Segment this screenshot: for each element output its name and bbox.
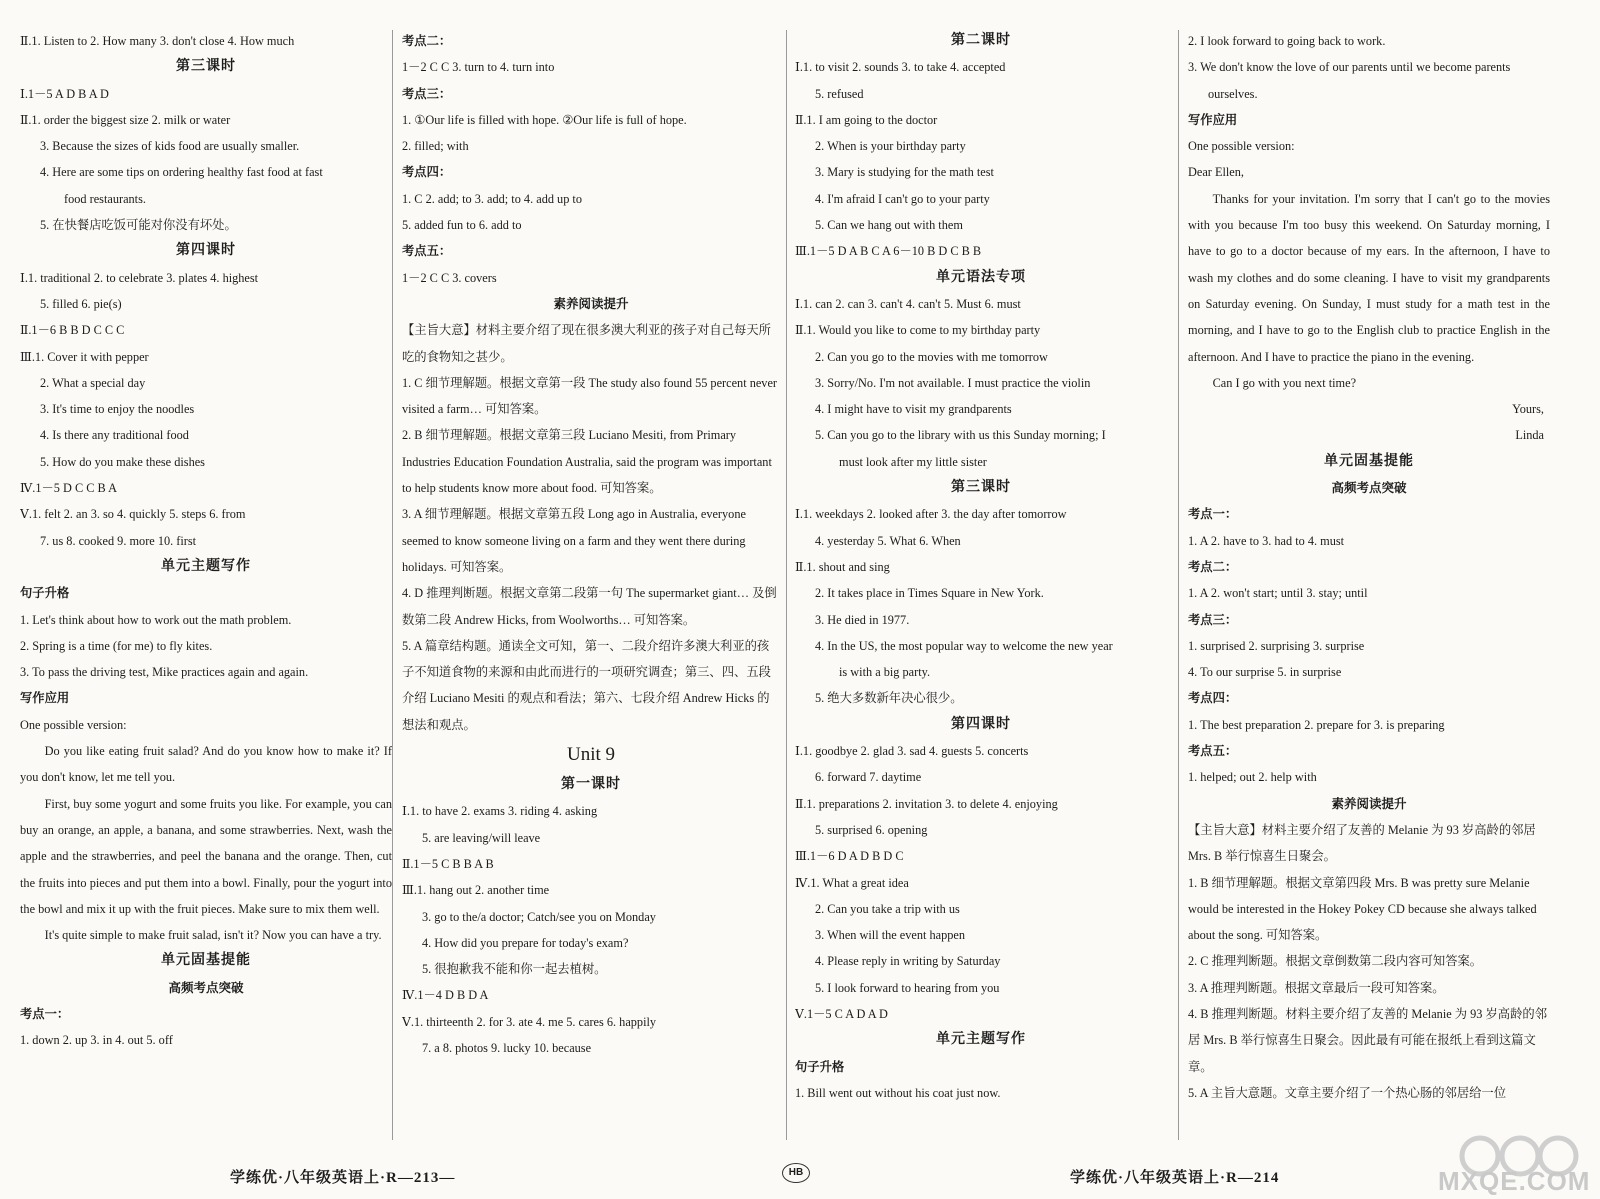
answer-line: 7. us 8. cooked 9. more 10. first: [40, 533, 197, 548]
answer-line: Ⅱ.1. I am going to the doctor: [795, 112, 938, 127]
answer-line: Ⅰ.1－5 A D B A D: [20, 86, 109, 101]
footer-page-left: 学练优·八年级英语上·R—213—: [230, 1170, 456, 1186]
point-label: 考点五：: [1188, 744, 1238, 759]
answer-line: 4. How did you prepare for today's exam?: [422, 935, 629, 950]
answer-explanation: 4. B 推理判断题。材料主要介绍了友善的 Melanie 为 93 岁高龄的邻居 Mrs. B 举行惊喜生日聚会。因此最有可能在报纸上看到这篇文章。: [1188, 1006, 1547, 1074]
answer-explanation: 5. A 篇章结构题。通读全文可知，第一、二段介绍许多澳大利亚的孩子不知道食物的来源和由此而进行的一项研究调查；第三、四、五段介绍 Luciano Mesiti 的观点和看法；第六、七段介绍 Andrew Hicks 的想法和观点。: [402, 638, 771, 732]
answer-line: 4. Here are some tips on ordering healthy fast food at fast: [40, 165, 323, 180]
answer-line: 2. I look forward to going back to work.: [1188, 34, 1386, 48]
answer-line: Dear Ellen,: [1188, 165, 1244, 180]
point-label: 考点二：: [1188, 559, 1238, 574]
section-heading: 单元固基提能: [1324, 453, 1414, 469]
answer-line: 1－2 C C 3. covers: [402, 270, 497, 285]
answer-explanation: 2. C 推理判断题。根据文章倒数第二段内容可知答案。: [1188, 954, 1483, 969]
answer-line: 4. Please reply in writing by Saturday: [815, 954, 1001, 969]
unit-title: Unit 9: [566, 744, 616, 766]
answer-line: 1. down 2. up 3. in 4. out 5. off: [20, 1033, 173, 1048]
answer-line: One possible version:: [20, 717, 127, 732]
section-heading: 单元固基提能: [161, 953, 251, 969]
section-heading: 第一课时: [561, 777, 621, 793]
point-label: 句子升格: [20, 586, 70, 601]
answer-line: Ⅳ.1－5 D C C B A: [20, 481, 118, 496]
subsection-heading: 素养阅读提升: [553, 296, 629, 311]
answer-line: Ⅴ.1－5 C A D A D: [795, 1006, 888, 1021]
point-label: 考点四：: [402, 165, 452, 180]
answer-line: Ⅰ.1. can 2. can 3. can't 4. can't 5. Must 6. must: [795, 296, 1021, 311]
answer-line: 3. It's time to enjoy the noodles: [40, 402, 195, 417]
section-heading: 第二课时: [951, 33, 1011, 48]
answer-line: 3. Sorry/No. I'm not available. I must practice the violin: [815, 375, 1091, 390]
answer-line: 5. How do you make these dishes: [40, 454, 205, 469]
answer-explanation: 【主旨大意】材料主要介绍了现在很多澳大利亚的孩子对自己每天所吃的食物知之甚少。: [402, 323, 771, 364]
answer-explanation: 1. C 细节理解题。根据文章第一段 The study also found 55 percent never visited a farm… 可知答案。: [402, 375, 778, 417]
answer-line: Ⅰ.1. traditional 2. to celebrate 3. plates 4. highest: [20, 270, 259, 285]
answer-line: 1. The best preparation 2. prepare for 3. is preparing: [1188, 717, 1445, 732]
point-label: 写作应用: [20, 691, 70, 706]
answer-line: 1. A 2. have to 3. had to 4. must: [1188, 533, 1345, 548]
section-heading: 第四课时: [951, 716, 1011, 732]
publisher-logo: HB: [782, 1163, 810, 1183]
answer-line: 2. Spring is a time (for me) to fly kites.: [20, 638, 213, 653]
answer-line: Ⅱ.1. shout and sing: [795, 559, 890, 574]
answer-line: 4. I might have to visit my grandparents: [815, 402, 1012, 417]
answer-line: 1. Let's think about how to work out the math problem.: [20, 612, 292, 627]
answer-line: Ⅰ.1. weekdays 2. looked after 3. the day after tomorrow: [795, 507, 1067, 522]
answer-line: 3. Mary is studying for the math test: [815, 165, 994, 180]
answer-explanation: 3. A 推理判断题。根据文章最后一段可知答案。: [1188, 980, 1445, 995]
answer-line: 1. C 2. add; to 3. add; to 4. add up to: [402, 191, 582, 206]
point-label: 考点四：: [1188, 691, 1238, 706]
answer-line: Ⅱ.1－6 B B D C C C: [20, 323, 125, 338]
section-heading: 单元主题写作: [936, 1032, 1026, 1048]
answer-line: 3. Because the sizes of kids food are usually smaller.: [40, 139, 300, 154]
section-heading: 第三课时: [176, 59, 236, 75]
essay-paragraph: It's quite simple to make fruit salad, isn't it? Now you can have a try.: [44, 928, 382, 943]
letter-signature: Linda: [1515, 428, 1544, 443]
answer-line: must look after my little sister: [839, 454, 987, 469]
answer-line: Ⅰ.1. to visit 2. sounds 3. to take 4. accepted: [795, 60, 1006, 75]
answer-line: 6. forward 7. daytime: [815, 770, 922, 785]
answer-line: 1. surprised 2. surprising 3. surprise: [1188, 638, 1365, 653]
answer-line: 3. He died in 1977.: [815, 612, 910, 627]
essay-paragraph: First, buy some yogurt and some fruits you like. For example, you can buy an orange, an apple, a banana, and some strawberries. Next, wash the apple and the strawberries, and peel the banana and the orange. Then, cut the fruits into pieces and put them into a bowl. Finally, pour the yogurt into the bowl and mix it up with the fruit pieces. Make sure to mix them well.: [20, 796, 392, 916]
column-4: [1188, 28, 1550, 1106]
essay-paragraph: Do you like eating fruit salad? And do you know how to make it? If you don't know, let me tell you.: [20, 744, 392, 785]
column-1: [20, 28, 392, 1054]
answer-line: One possible version:: [1188, 139, 1295, 154]
answer-line: 3. To pass the driving test, Mike practices again and again.: [20, 665, 309, 680]
answer-line: Ⅲ.1－5 D A B C A 6－10 B D C B B: [795, 244, 982, 259]
answer-line: 5. added fun to 6. add to: [402, 218, 522, 233]
essay-paragraph: Can I go with you next time?: [1212, 375, 1357, 390]
answer-line: 3. We don't know the love of our parents until we become parents: [1188, 60, 1511, 75]
answer-line: 4. I'm afraid I can't go to your party: [815, 191, 990, 206]
answer-line: 5. 在快餐店吃饭可能对你没有坏处。: [40, 218, 237, 233]
answer-line: is with a big party.: [839, 665, 931, 680]
answer-explanation: 4. D 推理判断题。根据文章第二段第一句 The supermarket giant… 及倒数第二段 Andrew Hicks, from Woolworths… 可知答案。: [402, 586, 777, 627]
answer-explanation: 1. B 细节理解题。根据文章第四段 Mrs. B was pretty sure Melanie would be interested in the Hokey Pokey CD because she always talked about the song. 可知答案。: [1188, 875, 1537, 943]
column-2: [402, 28, 780, 1061]
answer-line: 2. Can you go to the movies with me tomorrow: [815, 349, 1048, 364]
answer-line: 1. Bill went out without his coat just now.: [795, 1085, 1001, 1100]
answer-line: 7. a 8. photos 9. lucky 10. because: [422, 1040, 592, 1055]
answer-line: 5. Can we hang out with them: [815, 218, 963, 233]
answer-line: Ⅰ.1. to have 2. exams 3. riding 4. asking: [402, 804, 598, 819]
answer-line: 1. ①Our life is filled with hope. ②Our life is full of hope.: [402, 112, 687, 127]
answer-line: Ⅴ.1. thirteenth 2. for 3. ate 4. me 5. cares 6. happily: [402, 1014, 657, 1029]
section-heading: 单元语法专项: [936, 269, 1026, 285]
point-label: 考点五：: [402, 244, 452, 259]
point-label: 考点三：: [1188, 612, 1238, 627]
answer-explanation: 【主旨大意】材料主要介绍了友善的 Melanie 为 93 岁高龄的邻居 Mrs. B 举行惊喜生日聚会。: [1188, 822, 1536, 864]
column-divider: [786, 30, 787, 1140]
answer-line: Ⅱ.1. Listen to 2. How many 3. don't close 4. How much: [20, 34, 295, 48]
answer-line: 5. refused: [815, 86, 864, 101]
answer-line: 2. It takes place in Times Square in New York.: [815, 586, 1044, 601]
column-3: [795, 28, 1167, 1106]
answer-line: 1－2 C C 3. turn to 4. turn into: [402, 60, 555, 75]
subsection-heading: 素养阅读提升: [1331, 796, 1407, 811]
subsection-heading: 高频考点突破: [168, 980, 244, 995]
answer-line: 5. 绝大多数新年决心很少。: [815, 691, 963, 706]
answer-line: 3. go to the/a doctor; Catch/see you on Monday: [422, 909, 656, 924]
answer-line: 5. 很抱歉我不能和你一起去植树。: [422, 962, 607, 977]
answer-line: Ⅱ.1. preparations 2. invitation 3. to delete 4. enjoying: [795, 796, 1058, 811]
point-label: 考点一：: [1188, 507, 1238, 522]
answer-line: 1. A 2. won't start; until 3. stay; until: [1188, 586, 1368, 601]
essay-paragraph: Thanks for your invitation. I'm sorry that I can't go to the movies with you because I'm too busy this weekend. On Saturday morning, I have to go to a doctor because of my ears. In the afternoon, I have to wash my clothes and do some cleaning. I have to visit my grandparents on Saturday evening. On Sunday, I must study for a math test in the morning, and I have to go to the English club to practice English in the afternoon. And I have to practice the piano in the evening.: [1188, 191, 1550, 364]
answer-explanation: 3. A 细节理解题。根据文章第五段 Long ago in Australia, everyone seemed to know someone living on a farm and they went there during holidays. 可知答案。: [402, 507, 746, 574]
answer-line: Ⅱ.1－5 C B B A B: [402, 856, 494, 871]
letter-signature: Yours,: [1512, 402, 1544, 417]
answer-line: 2. filled; with: [402, 139, 469, 154]
answer-line: Ⅲ.1. hang out 2. another time: [402, 883, 550, 898]
answer-line: ourselves.: [1208, 86, 1258, 101]
section-heading: 单元主题写作: [161, 558, 251, 574]
footer-page-right: 学练优·八年级英语上·R—214: [1070, 1170, 1280, 1186]
answer-line: 5. Can you go to the library with us this Sunday morning; I: [815, 428, 1106, 443]
answer-line: Ⅲ.1－6 D A D B D C: [795, 849, 904, 864]
section-heading: 第四课时: [176, 243, 236, 259]
point-label: 考点三：: [402, 86, 452, 101]
answer-line: Ⅰ.1. goodbye 2. glad 3. sad 4. guests 5. concerts: [795, 744, 1029, 759]
answer-line: 4. In the US, the most popular way to welcome the new year: [815, 638, 1113, 653]
section-heading: 第三课时: [951, 480, 1011, 496]
answer-line: 5. filled 6. pie(s): [40, 296, 122, 311]
answer-line: 2. What a special day: [40, 375, 146, 390]
answer-line: 2. Can you take a trip with us: [815, 901, 960, 916]
answer-line: 3. When will the event happen: [815, 928, 966, 943]
point-label: 考点一：: [20, 1006, 70, 1021]
column-divider: [392, 30, 393, 1140]
answer-explanation: 2. B 细节理解题。根据文章第三段 Luciano Mesiti, from Primary Industries Education Foundation Australia, said the program was important to help students know more about food. 可知答案。: [402, 428, 772, 496]
answer-line: 5. I look forward to hearing from you: [815, 980, 1000, 995]
column-divider: [1178, 30, 1179, 1140]
answer-explanation: 5. A 主旨大意题。文章主要介绍了一个热心肠的邻居给一位: [1188, 1085, 1507, 1100]
watermark-text: MXQE.COM: [1438, 1166, 1591, 1196]
answer-line: Ⅳ.1－4 D B D A: [402, 988, 489, 1003]
answer-line: 4. Is there any traditional food: [40, 428, 189, 443]
answer-line: Ⅲ.1. Cover it with pepper: [20, 349, 149, 364]
answer-line: 2. When is your birthday party: [815, 139, 966, 154]
subsection-heading: 高频考点突破: [1331, 481, 1407, 496]
answer-line: 5. surprised 6. opening: [815, 822, 928, 837]
answer-line: Ⅱ.1. order the biggest size 2. milk or water: [20, 112, 231, 127]
point-label: 考点二：: [402, 34, 452, 48]
answer-line: 5. are leaving/will leave: [422, 830, 541, 845]
answer-line: Ⅱ.1. Would you like to come to my birthday party: [795, 323, 1041, 338]
answer-line: Ⅳ.1. What a great idea: [795, 875, 909, 890]
point-label: 写作应用: [1188, 112, 1238, 127]
answer-line: 1. helped; out 2. help with: [1188, 770, 1317, 785]
answer-line: 4. To our surprise 5. in surprise: [1188, 665, 1342, 680]
answer-line: 4. yesterday 5. What 6. When: [815, 533, 961, 548]
answer-line: Ⅴ.1. felt 2. an 3. so 4. quickly 5. steps 6. from: [20, 507, 246, 522]
point-label: 句子升格: [795, 1059, 845, 1074]
answer-line: food restaurants.: [64, 191, 146, 206]
